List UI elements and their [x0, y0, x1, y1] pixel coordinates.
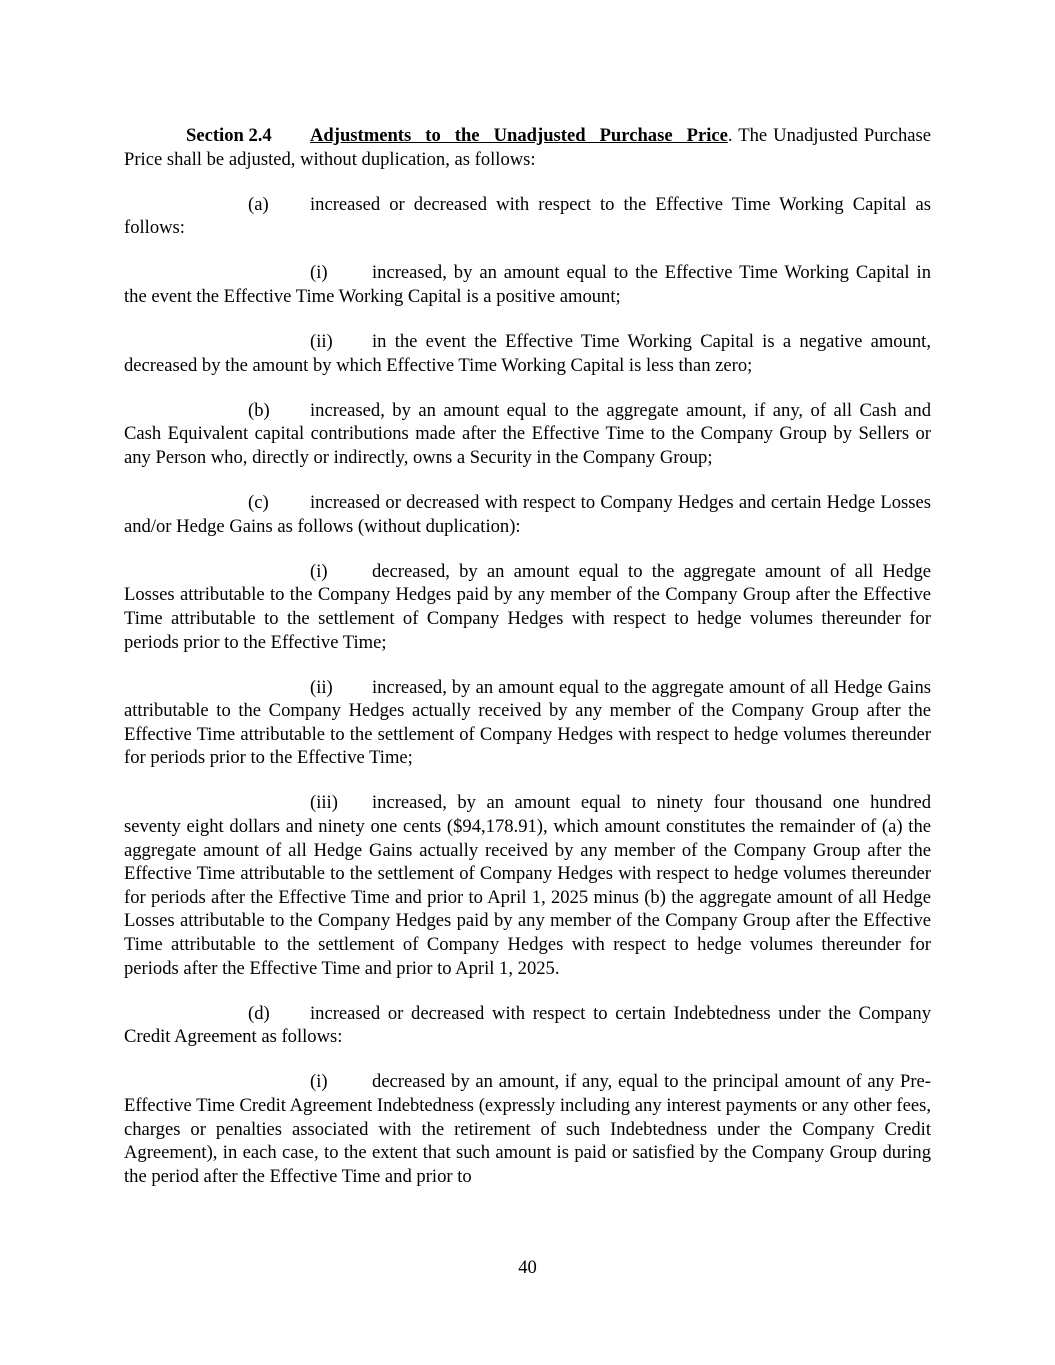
clause-text: increased or decreased with respect to the Effective Time Working Capital as follows:	[124, 193, 931, 239]
clause-a-i	[124, 261, 931, 308]
clause-a	[124, 193, 931, 240]
section-intro: . The Unadjusted Purchase Price shall be adjusted, without duplication, as follows:	[124, 125, 931, 170]
clause-text: in the event the Effective Time Working Capital is a negative amount, decreased by the amount by which Effective Time Working Capital is less than zero;	[124, 331, 931, 376]
clause-text: increased or decreased with respect to certain Indebtedness under the Company Credit Agreement as follows:	[124, 1002, 931, 1048]
clause-c	[124, 491, 931, 538]
clause-text: decreased by an amount, if any, equal to the principal amount of any Pre-Effective Time Credit Agreement Indebtedness (expressly including any interest payments or any other fees, charges or penalties associated with the retirement of such Indebtedness under the Company Credit Agreement), in each case, to the extent that such amount is paid or satisfied by the Company Group during the period after the Effective Time and prior to	[124, 1071, 931, 1187]
clause-text: increased or decreased with respect to Company Hedges and certain Hedge Losses and/or Hedge Gains as follows (without duplication):	[124, 492, 931, 537]
clause-text: increased, by an amount equal to the Effective Time Working Capital in the event the Effective Time Working Capital is a positive amount;	[124, 262, 931, 307]
clause-marker: (b)	[248, 399, 270, 421]
clause-marker: (i)	[310, 560, 328, 582]
clause-d-i	[124, 1070, 931, 1188]
clause-marker: (d)	[248, 1002, 270, 1024]
clause-c-ii	[124, 676, 931, 770]
clause-b	[124, 399, 931, 470]
page-number: 40	[518, 1257, 537, 1278]
clause-marker: (ii)	[310, 676, 333, 698]
clause-marker: (iii)	[310, 792, 338, 814]
clause-text: decreased, by an amount equal to the aggregate amount of all Hedge Losses attributable to the Company Hedges paid by any member of the Company Group after the Effective Time attributable to the settlement of Company Hedges with respect to hedge volumes thereunder for periods prior to the Effective Time;	[124, 560, 931, 653]
clause-c-i	[124, 560, 931, 654]
clause-c-iii	[124, 791, 931, 980]
clause-text: increased, by an amount equal to the aggregate amount, if any, of all Cash and Cash Equivalent capital contributions made after the Effective Time to the Company Group by Sellers or any Person who, directly or indirectly, owns a Security in the Company Group;	[124, 399, 931, 468]
clause-d	[124, 1002, 931, 1049]
clause-marker: (ii)	[310, 331, 333, 353]
section-number: Section 2.4	[186, 125, 272, 146]
clause-marker: (c)	[248, 492, 269, 514]
clause-text: increased, by an amount equal to ninety four thousand one hundred seventy eight dollars and ninety one cents ($94,178.91), which amount constitutes the remainder of (a) the aggregate amount of all Hedge Gains actually received by any member of the Company Group after the Effective Time attributable to the settlement of Company Hedges with respect to hedge volumes thereunder for periods after the Effective Time and prior to April 1, 2025 minus (b) the aggregate amount of all Hedge Losses attributable to the Company Hedges paid by any member of the Company Group after the Effective Time attributable to the settlement of Company Hedges with respect to hedge volumes thereunder for periods after the Effective Time and prior to April 1, 2025.	[124, 792, 931, 979]
section-title: Adjustments to the Unadjusted Purchase Price	[310, 125, 728, 146]
clause-text: increased, by an amount equal to the aggregate amount of all Hedge Gains attributable to the Company Hedges actually received by any member of the Company Group after the Effective Time attributable to the settlement of Company Hedges with respect to hedge volumes thereunder for periods prior to the Effective Time;	[124, 676, 931, 769]
section-heading-paragraph	[124, 124, 931, 171]
clause-marker: (i)	[310, 262, 328, 284]
clause-marker: (i)	[310, 1071, 328, 1093]
document-page	[124, 124, 931, 1210]
clause-a-ii	[124, 330, 931, 377]
clause-marker: (a)	[248, 193, 269, 215]
